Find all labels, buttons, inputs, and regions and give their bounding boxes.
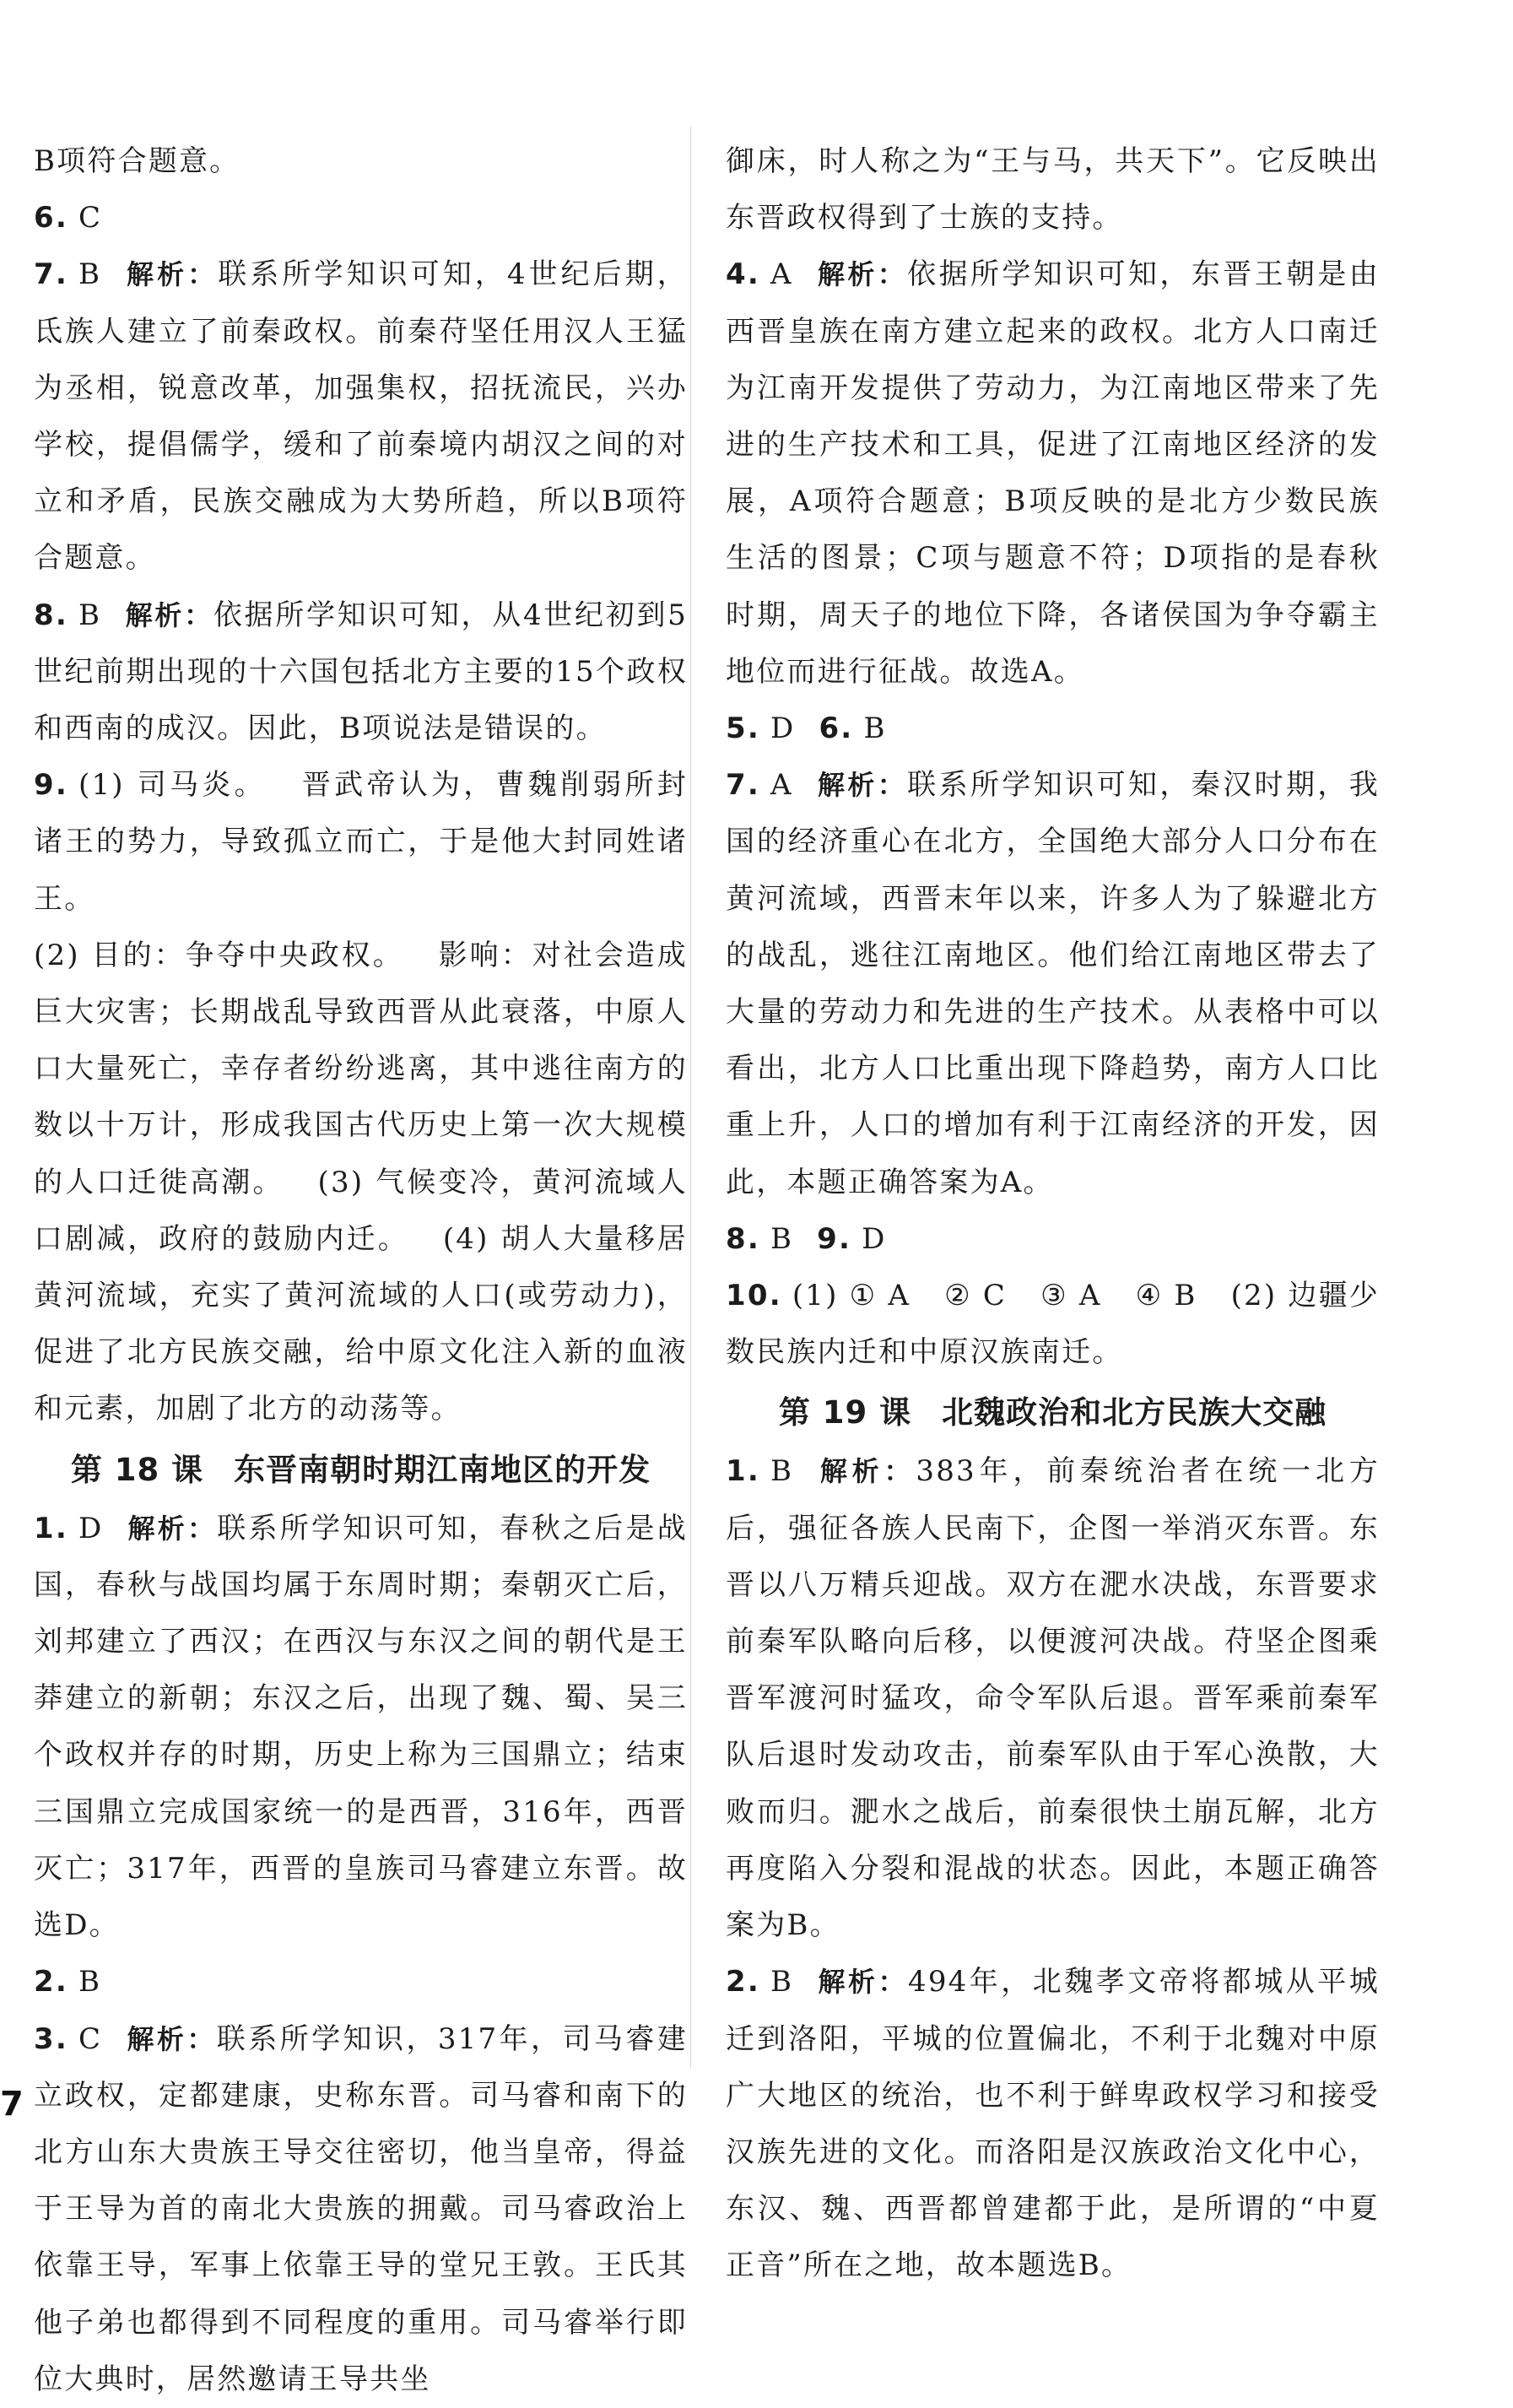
- answer-item: [726, 1954, 1380, 2294]
- answer-part: (2) 目的：争夺中央政权。: [34, 938, 404, 972]
- answer-part: (1) 司马炎。: [78, 768, 267, 803]
- answer-item: [34, 2011, 688, 2408]
- question-number: 9.: [817, 1221, 852, 1256]
- answer-choice: A: [770, 257, 793, 292]
- answer-part: (2) 边疆少数民族内迁和中原汉族南迁。: [726, 1279, 1380, 1370]
- analysis-label: 解析：: [125, 598, 213, 631]
- analysis-label: 解析：: [127, 1512, 218, 1545]
- answer-part: 晋武帝认为，曹魏削弱所封诸王的势力，导致孤立而亡，于是他大封同姓诸王。: [34, 768, 688, 916]
- question-number: 7.: [726, 768, 760, 803]
- answer-choice: C: [78, 201, 103, 235]
- answer-item: [726, 1268, 1380, 1381]
- question-number: 10.: [726, 1279, 782, 1313]
- page-number: 7: [0, 2085, 24, 2124]
- answer-item: [34, 1954, 688, 2010]
- analysis-label: 解析：: [816, 769, 908, 802]
- question-number: 9.: [34, 768, 68, 803]
- right-continuation: 御床，时人称之为“王与马，共天下”。它反映出东晋政权得到了士族的支持。: [726, 144, 1380, 235]
- answer-item: [726, 701, 1380, 757]
- question-number: 4.: [726, 257, 760, 292]
- analysis-label: 解析：: [817, 1455, 916, 1488]
- answer-item: [34, 757, 688, 928]
- answer-choice: D: [862, 1221, 887, 1256]
- answer-choice: D: [770, 712, 796, 746]
- answer-part: 影响：对社会造成巨大灾害；长期战乱导致西晋从此衰落，中原人口大量死亡，幸存者纷纷逃离，其中逃往南方的数以十万计，形成我国古代历史上第一次大规模的人口迁徙高潮。: [34, 938, 688, 1199]
- analysis-text: 联系所学知识可知，4世纪后期，氐族人建立了前秦政权。前秦苻坚任用汉人王猛为丞相，锐意改革，加强集权，招抚流民，兴办学校，提倡儒学，缓和了前秦境内胡汉之间的对立和矛盾，民族交融成为大势所趋，所以B项符合题意。: [34, 257, 688, 576]
- question-number: 5.: [726, 712, 760, 746]
- question-number: 3.: [34, 2021, 68, 2056]
- analysis-label: 解析：: [816, 258, 908, 291]
- answer-choice: B: [770, 1965, 794, 1999]
- answer-part: ② C: [944, 1279, 1008, 1313]
- question-number: 8.: [34, 598, 68, 632]
- lesson-title: 北魏政治和北方民族大交融: [942, 1394, 1327, 1431]
- lesson-heading: [726, 1384, 1380, 1442]
- analysis-text: 依据所学知识可知，从4世纪初到5世纪前期出现的十六国包括北方主要的15个政权和西南的成汉。因此，B项说法是错误的。: [34, 598, 688, 746]
- answer-item: [34, 246, 688, 587]
- analysis-text: 383年，前秦统治者在统一北方后，强征各族人民南下，企图一举消灭东晋。东晋以八万精兵迎战。双方在淝水决战，东晋要求前秦军队略向后移，以便渡河决战。苻坚企图乘晋军渡河时猛攻，命令军队后退。晋军乘前秦军队后退时发动攻击，前秦军队由于军心涣散，大败而归。淝水之战后，前秦很快土崩瓦解，北方再度陷入分裂和混战的状态。因此，本题正确答案为B。: [726, 1454, 1380, 1943]
- answer-item: [726, 246, 1380, 701]
- question-number: 6.: [34, 201, 68, 235]
- analysis-label: 解析：: [126, 2022, 217, 2055]
- analysis-text: 联系所学知识，317年，司马睿建立政权，定都建康，史称东晋。司马睿和南下的北方山东大贵族王导交往密切，他当皇帝，得益于王导为首的南北大贵族的拥戴。司马睿政治上依靠王导，军事上依靠王导的堂兄王敦。王氏其他子弟也都得到不同程度的重用。司马睿举行即位大典时，居然邀请王导共坐: [34, 2021, 688, 2396]
- question-number: 7.: [34, 257, 68, 292]
- analysis-label: 解析：: [125, 258, 219, 291]
- lesson-number: 第 19 课: [778, 1394, 912, 1431]
- question-number: 2.: [34, 1965, 68, 1999]
- answer-choice: B: [770, 1221, 794, 1256]
- analysis-text: 依据所学知识可知，东晋王朝是由西晋皇族在南方建立起来的政权。北方人口南迁为江南开发提供了劳动力，为江南地区带来了先进的生产技术和工具，促进了江南地区经济的发展，A项符合题意；B项反映的是北方少数民族生活的图景；C项与题意不符；D项指的是春秋时期，周天子的地位下降，各诸侯国为争夺霸主地位而进行征战。故选A。: [726, 257, 1381, 689]
- lesson-heading: [34, 1442, 688, 1499]
- question-number: 1.: [34, 1511, 68, 1545]
- column-divider: [690, 127, 691, 2068]
- answer-item: [34, 587, 688, 758]
- answer-part: (4) 胡人大量移居黄河流域，充实了黄河流域的人口(或劳动力)，促进了北方民族交融，给中原文化注入新的血液和元素，加剧了北方的动荡等。: [34, 1221, 689, 1426]
- answer-choice: D: [78, 1511, 104, 1545]
- answer-item: [726, 1211, 1380, 1268]
- answer-choice: B: [78, 598, 102, 632]
- answer-item: [726, 1443, 1380, 1954]
- left-column: [34, 133, 688, 2408]
- answer-item: [34, 190, 688, 246]
- question-number: 1.: [726, 1454, 760, 1489]
- answer-item: [34, 928, 688, 1438]
- lesson-number: 第 18 课: [70, 1451, 204, 1488]
- answer-part: ③ A: [1040, 1279, 1102, 1313]
- answer-choice: B: [78, 257, 102, 292]
- answer-choice: B: [78, 1965, 102, 1999]
- answer-part: ④ B: [1135, 1279, 1197, 1313]
- answer-choice: A: [770, 768, 793, 803]
- question-number: 6.: [819, 712, 854, 746]
- question-number: 8.: [726, 1221, 760, 1256]
- answer-choice: B: [770, 1454, 794, 1489]
- left-continuation: B项符合题意。: [34, 144, 240, 178]
- right-column: [726, 133, 1380, 2295]
- analysis-text: 494年，北魏孝文帝将都城从平城迁到洛阳，平城的位置偏北，不利于北魏对中原广大地区的统治，也不利于鲜卑政权学习和接受汉族先进的文化。而洛阳是汉族政治文化中心，东汉、魏、西晋都曾建都于此，是所谓的“中夏正音”所在之地，故本题选B。: [726, 1965, 1380, 2283]
- answer-part: (3) 气候变冷，黄河流域人口剧减，政府的鼓励内迁。: [34, 1165, 688, 1256]
- analysis-text: 联系所学知识可知，春秋之后是战国，春秋与战国均属于东周时期；秦朝灭亡后，刘邦建立了西汉；在西汉与东汉之间的朝代是王莽建立的新朝；东汉之后，出现了魏、蜀、吴三个政权并存的时期，历史上称为三国鼎立；结束三国鼎立完成国家统一的是西晋，316年，西晋灭亡；317年，西晋的皇族司马睿建立东晋。故选D。: [34, 1511, 688, 1943]
- analysis-label: 解析：: [817, 1966, 908, 1999]
- answer-choice: C: [78, 2021, 103, 2056]
- answer-choice: B: [863, 712, 887, 746]
- analysis-text: 联系所学知识可知，秦汉时期，我国的经济重心在北方，全国绝大部分人口分布在黄河流域，西晋末年以来，许多人为了躲避北方的战乱，逃往江南地区。他们给江南地区带去了大量的劳动力和先进的生产技术。从表格中可以看出，北方人口比重出现下降趋势，南方人口比重上升，人口的增加有利于江南经济的开发，因此，本题正确答案为A。: [726, 768, 1381, 1199]
- question-number: 2.: [726, 1965, 760, 1999]
- answer-item: [726, 757, 1380, 1211]
- answer-part: (1) ① A: [792, 1279, 911, 1313]
- lesson-title: 东晋南朝时期江南地区的开发: [234, 1451, 651, 1488]
- answer-item: [34, 1501, 688, 1955]
